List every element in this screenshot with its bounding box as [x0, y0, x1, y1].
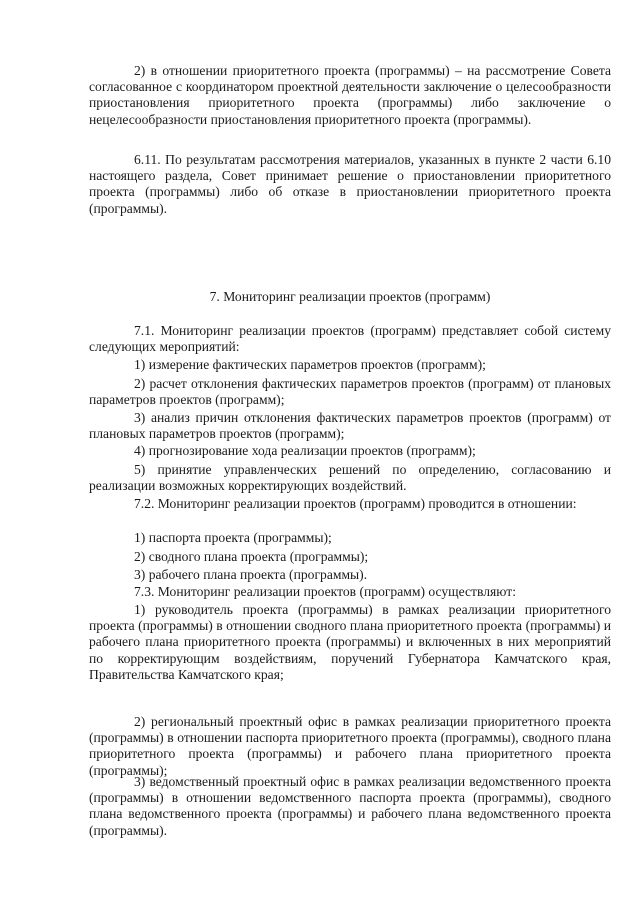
list-item-7-1-2: 2) расчет отклонения фактических параметров проектов (программ) от плановых параметров проектов (программ); [89, 376, 611, 408]
list-item-7-1-3: 3) анализ причин отклонения фактических параметров проектов (программ) от плановых параметров проектов (программ); [89, 410, 611, 442]
list-item-7-2-2: 2) сводного плана проекта (программы); [134, 549, 369, 564]
paragraph-7-2: 7.2. Мониторинг реализации проектов (программ) проводится в отношении: [134, 496, 577, 511]
list-item-7-1-4: 4) прогнозирование хода реализации проектов (программ); [134, 443, 476, 458]
paragraph-7-1: 7.1. Мониторинг реализации проектов (программ) представляет собой систему следующих мероприятий: [89, 323, 611, 355]
paragraph-7-3: 7.3. Мониторинг реализации проектов (программ) осуществляют: [134, 584, 516, 599]
list-item-7-3-3: 3) ведомственный проектный офис в рамках реализации ведомственного проекта (программы) в отношении ведомственного паспорта проекта (программы), сводного плана ведомственного проекта (программы) и рабочего плана ведомственного проекта (программы). [89, 774, 611, 838]
paragraph-6-10-item-2: 2) в отношении приоритетного проекта (программы) – на рассмотрение Совета согласованное с координатором проектной деятельности заключение о целесообразности приостановления приоритетного проекта (программы) либо заключение о нецелесообразности приостановления приоритетного проекта (программы). [89, 63, 611, 127]
list-item-7-3-1: 1) руководитель проекта (программы) в рамках реализации приоритетного проекта (программы) в отношении сводного плана приоритетного проекта (программы) и рабочего плана приоритетного проекта (программы) и включенных в них мероприятий по корректирующим воздействиям, поручений Губернатора Камчатского края, Правительства Камчатского края; [89, 602, 611, 682]
list-item-7-2-3: 3) рабочего плана проекта (программы). [134, 567, 368, 582]
list-item-7-2-1: 1) паспорта проекта (программы); [134, 530, 332, 545]
section-7-heading: 7. Мониторинг реализации проектов (программ) [209, 289, 491, 304]
paragraph-6-11: 6.11. По результатам рассмотрения материалов, указанных в пункте 2 части 6.10 настоящего раздела, Совет принимает решение о приостановлении приоритетного проекта (программы) либо об отказе в приостановлении приоритетного проекта (программы). [89, 152, 611, 216]
list-item-7-1-1: 1) измерение фактических параметров проектов (программ); [134, 357, 486, 372]
list-item-7-1-5: 5) принятие управленческих решений по определению, согласованию и реализации возможных корректирующих воздействий. [89, 462, 611, 494]
list-item-7-3-2: 2) региональный проектный офис в рамках реализации приоритетного проекта (программы) в отношении паспорта приоритетного проекта (программы), сводного плана приоритетного проекта (программы) и рабочего плана приоритетного проекта (программы); [89, 714, 611, 778]
